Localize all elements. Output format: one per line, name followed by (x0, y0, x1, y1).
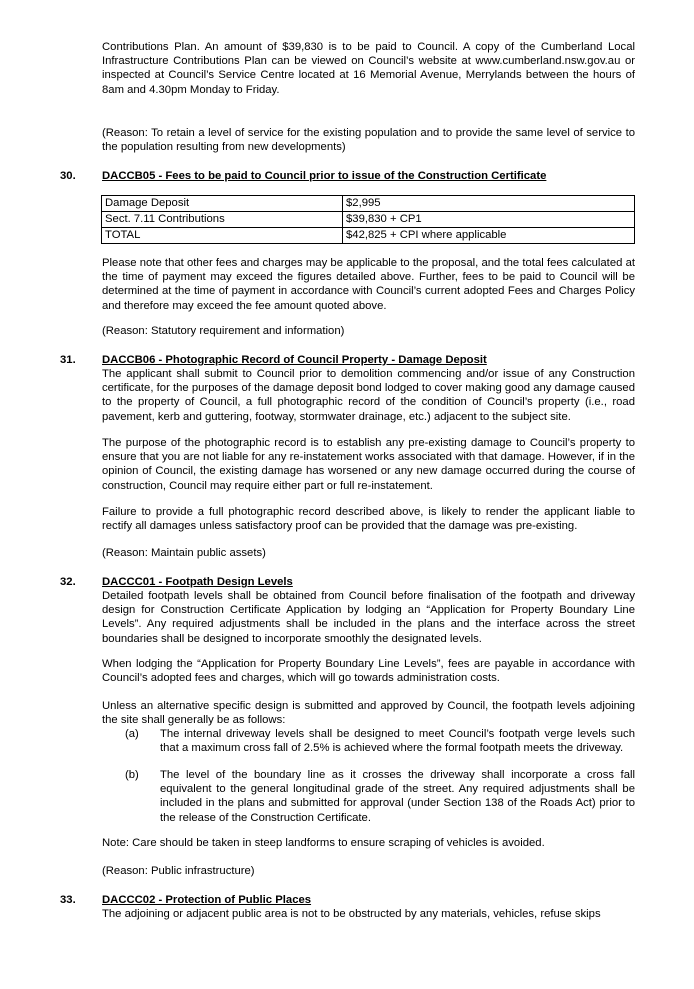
condition-heading-32: DACCC01 - Footpath Design Levels (102, 576, 293, 588)
condition-33-paragraph-1: The adjoining or adjacent public area is not to be obstructed by any materials, vehicles, refuse skips (102, 908, 601, 920)
intro-paragraph: Contributions Plan. An amount of $39,830 is to be paid to Council. A copy of the Cumberland Local Infrastructure Contributions Plan can be viewed on Council’s website at www.cumberland.nsw.gov.au or inspected at Council’s Service Centre located at 16 Memorial Avenue, Merrylands between the hours of 8am and 4.30pm Monday to Friday. (102, 41, 635, 96)
fee-amount: $39,830 + CP1 (343, 212, 635, 228)
condition-heading-33: DACCC02 - Protection of Public Places (102, 894, 312, 906)
table-row (102, 228, 635, 244)
fee-item: Damage Deposit (102, 196, 343, 212)
list-item-text-a: The internal driveway levels shall be designed to meet Council’s footpath verge levels such that a maximum cross fall of 2.5% is achieved where the formal footpath meets the driveway. (160, 728, 635, 755)
condition-number-32: 32. (60, 576, 76, 588)
condition-31-reason: (Reason: Maintain public assets) (102, 547, 266, 559)
condition-number-33: 33. (60, 894, 76, 906)
intro-reason: (Reason: To retain a level of service for the existing population and to provide the same level of service to the population resulting from new developments) (102, 127, 635, 154)
condition-heading-31: DACCB06 - Photographic Record of Council Property - Damage Deposit (102, 354, 487, 366)
table-row (102, 196, 635, 212)
fees-table (101, 195, 635, 244)
condition-32-reason: (Reason: Public infrastructure) (102, 865, 255, 877)
condition-heading-30: DACCB05 - Fees to be paid to Council prior to issue of the Construction Certificate (102, 170, 547, 182)
list-item-label-a: (a) (125, 728, 139, 740)
fee-amount: $42,825 + CPI where applicable (343, 228, 635, 244)
condition-32-paragraph-1: Detailed footpath levels shall be obtained from Council before finalisation of the footpath and driveway design for Construction Certificate Application by lodging an “Application for Property Boundary Line Levels”. Any required adjustments shall be included in the plans and the interface across the street boundaries shall be designed to incorporate smoothly the designated levels. (102, 590, 635, 645)
condition-31-paragraph-3: Failure to provide a full photographic record described above, is likely to render the applicant liable to rectify all damages unless satisfactory proof can be provided that the damage was pre-existing. (102, 506, 635, 533)
condition-32-paragraph-3: Unless an alternative specific design is submitted and approved by Council, the footpath levels adjoining the site shall generally be as follows: (102, 700, 635, 727)
condition-30-reason: (Reason: Statutory requirement and information) (102, 325, 345, 337)
condition-32-paragraph-2: When lodging the “Application for Property Boundary Line Levels”, fees are payable in accordance with Council’s adopted fees and charges, which will go towards administration costs. (102, 658, 635, 685)
fee-item: TOTAL (102, 228, 343, 244)
condition-number-30: 30. (60, 170, 76, 182)
condition-31-paragraph-2: The purpose of the photographic record is to establish any pre-existing damage to Council’s property to ensure that you are not liable for any re-instatement works associated with that damage. However, if in the opinion of Council, the existing damage has worsened or any new damage occurred during the course of construction, Council may require either part or full re-instatement. (102, 437, 635, 492)
list-item-text-b: The level of the boundary line as it crosses the driveway shall incorporate a cross fall equivalent to the general longitudinal grade of the street. Any required adjustments shall be included in the plans and submitted for approval (under Section 138 of the Roads Act) prior to the release of the Construction Certificate. (160, 769, 635, 824)
fee-amount: $2,995 (343, 196, 635, 212)
table-row (102, 212, 635, 228)
list-item-label-b: (b) (125, 769, 139, 781)
condition-31-paragraph-1: The applicant shall submit to Council prior to demolition commencing and/or issue of any Construction certificate, for the purposes of the damage deposit bond lodged to cover making good any damage caused to the property of Council, a full photographic record of the condition of Council’s property (i.e., road pavement, kerb and guttering, footway, stormwater drainage, etc.) adjacent to the subject site. (102, 368, 635, 423)
condition-32-note: Note: Care should be taken in steep landforms to ensure scraping of vehicles is avoided. (102, 837, 545, 849)
fee-item: Sect. 7.11 Contributions (102, 212, 343, 228)
condition-30-paragraph: Please note that other fees and charges may be applicable to the proposal, and the total fees calculated at the time of payment may exceed the figures detailed above. Further, fees to be paid to Council will be determined at the time of payment in accordance with Council’s current adopted Fees and Charges Policy and therefore may exceed the fee amount quoted above. (102, 257, 635, 312)
condition-number-31: 31. (60, 354, 76, 366)
